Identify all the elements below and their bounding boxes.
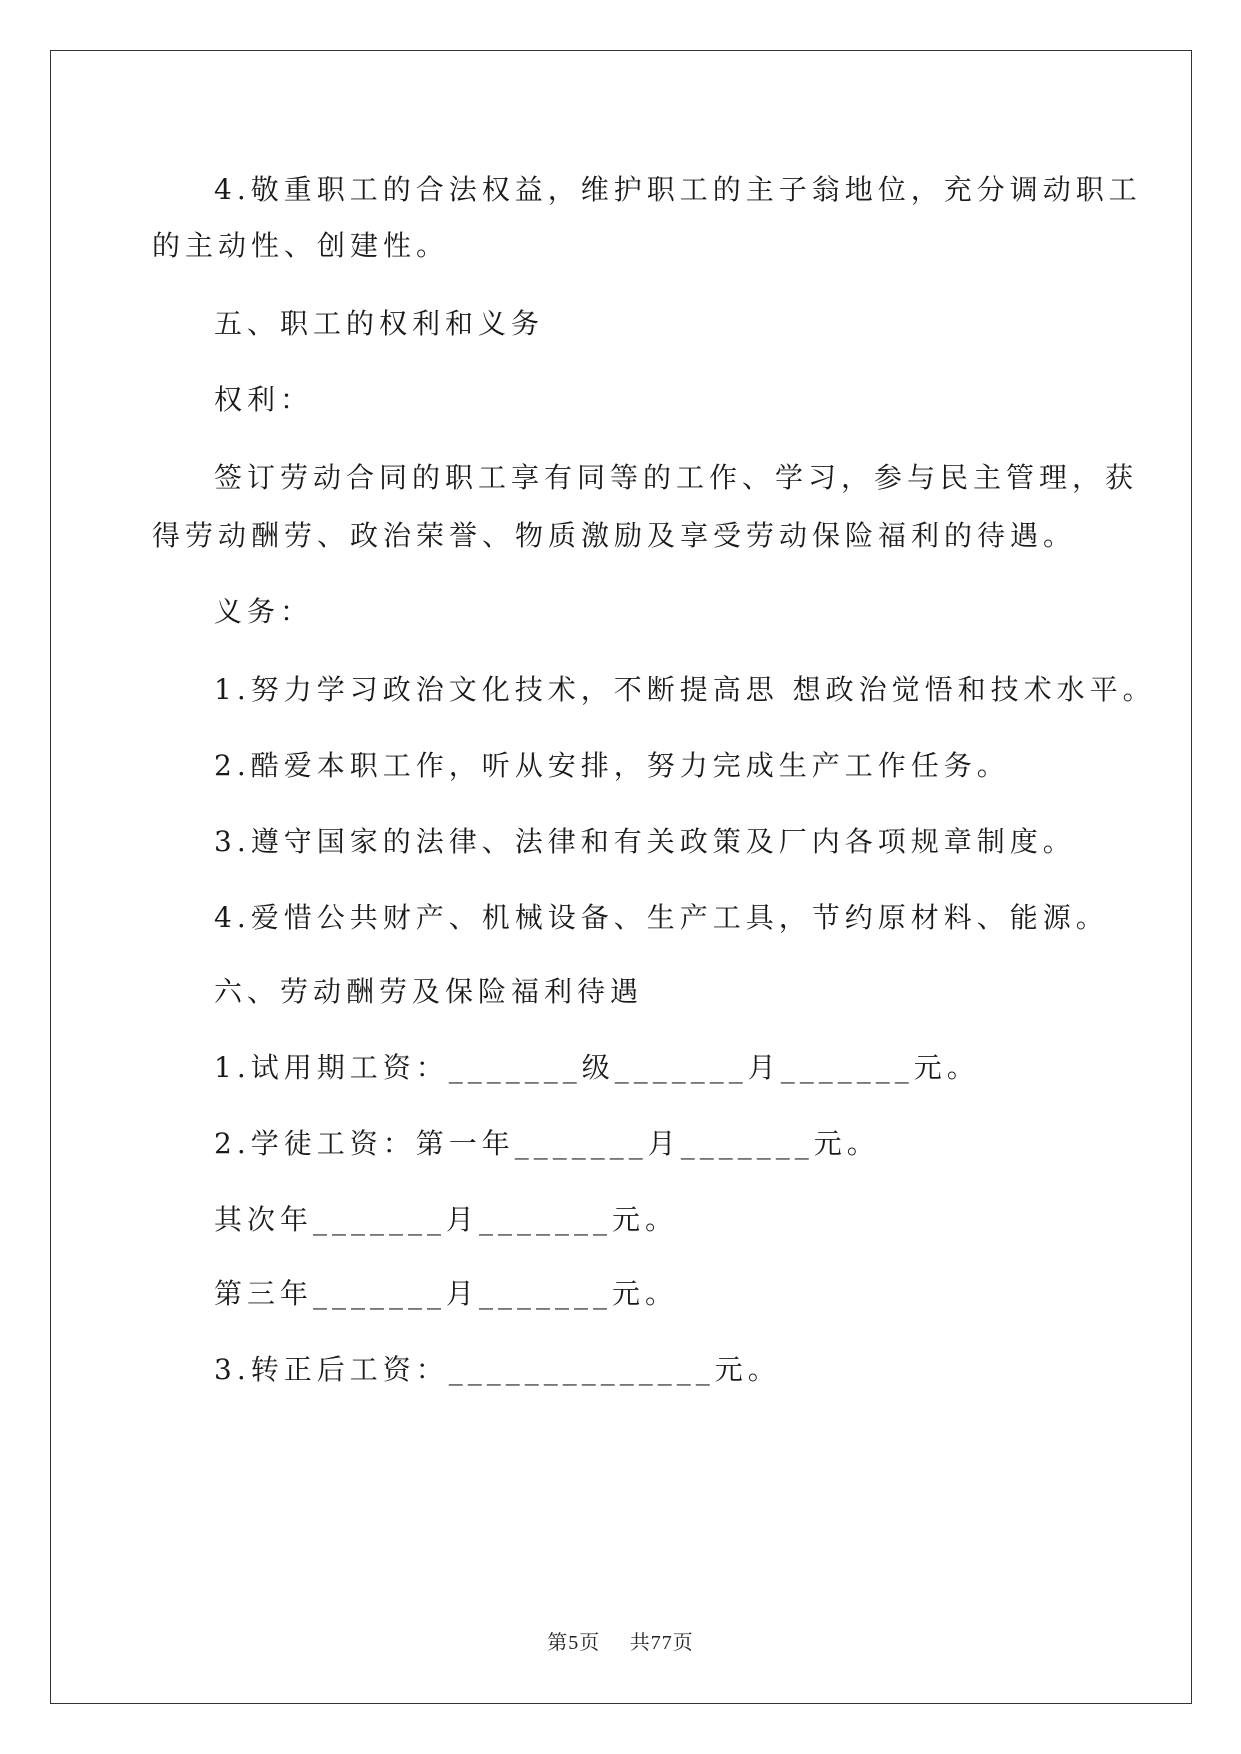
rights-text-line2: 得劳动酬劳、政治荣誉、物质激励及享受劳动保险福利的待遇。 xyxy=(152,519,1077,552)
duties-label: 义务： xyxy=(214,595,314,628)
duty-item-2: 2.酷爱本职工作，听从安排，努力完成生产工作任务。 xyxy=(214,749,1010,782)
page-footer xyxy=(0,1626,1241,1655)
page-border xyxy=(50,50,1192,1704)
duty-item-3: 3.遵守国家的法律、法律和有关政策及厂内各项规章制度。 xyxy=(214,825,1076,858)
pay-apprentice-year3: 第三年_______月_______元。 xyxy=(214,1277,679,1310)
footer-total-suffix: 页 xyxy=(672,1630,694,1654)
footer-page-suffix: 页 xyxy=(579,1630,601,1654)
duty-item-1: 1.努力学习政治文化技术，不断提高思 想政治觉悟和技术水平。 xyxy=(214,673,1156,706)
pay-item-regular: 3.转正后工资：______________元。 xyxy=(214,1353,781,1386)
total-pages-number: 77 xyxy=(650,1632,673,1654)
footer-total-prefix: 共 xyxy=(629,1630,651,1654)
pay-apprentice-year2: 其次年_______月_______元。 xyxy=(214,1203,679,1236)
current-page-number: 5 xyxy=(568,1632,580,1654)
section-five-heading: 五、职工的权利和义务 xyxy=(214,307,545,340)
paragraph-item4-line2: 的主动性、创建性。 xyxy=(152,229,450,262)
paragraph-item4-line1: 4.敬重职工的合法权益，维护职工的主子翁地位，充分调动职工 xyxy=(214,173,1142,206)
pay-item-probation: 1.试用期工资：_______级_______月_______元。 xyxy=(214,1051,980,1084)
pay-item-apprentice: 2.学徒工资：第一年_______月_______元。 xyxy=(214,1127,880,1160)
rights-label: 权利： xyxy=(214,383,314,416)
rights-text-line1: 签订劳动合同的职工享有同等的工作、学习，参与民主管理，获 xyxy=(214,461,1139,494)
footer-prefix: 第 xyxy=(547,1630,569,1654)
duty-item-4: 4.爱惜公共财产、机械设备、生产工具，节约原材料、能源。 xyxy=(214,901,1109,934)
section-six-heading: 六、劳动酬劳及保险福利待遇 xyxy=(214,975,644,1008)
